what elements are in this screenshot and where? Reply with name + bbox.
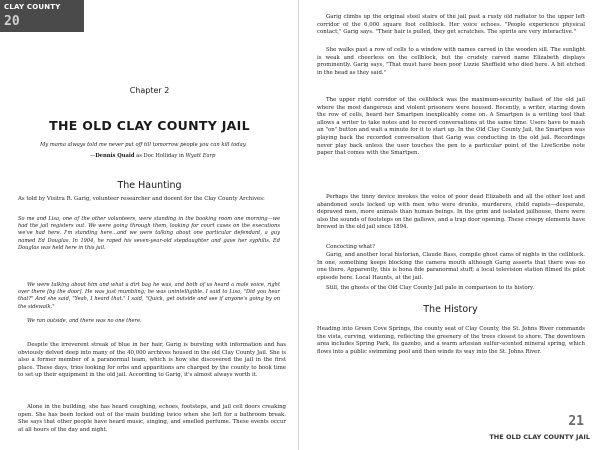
epigraph-attribution (90, 152, 280, 160)
body-paragraph: Despite the irreverent streak of blue in her hair, Garig is bursting with information and has obviously delved deep into many of the 40,000 archives housed in the old Clay County Jail. She is also a former member of a paranormal team, which is how she discovered the jail in the first place. These days, trios looking for orbs and apparitions are charged by the county to book time to set up their equipment in the old jail. According to Garig, it's almost always worth it. (18, 342, 286, 379)
epigraph-dash: — (90, 153, 96, 159)
page-number-right: 21 (568, 414, 584, 429)
body-paragraph: Still, the ghosts of the Old Clay County Jail pale in comparison to its history. (326, 285, 535, 291)
page-number-left: 20 (4, 14, 20, 29)
chapter-number: Chapter 2 (129, 86, 170, 95)
epigraph-film: Wyatt Earp (185, 153, 216, 159)
epigraph-role: as Doc Holliday in (134, 153, 186, 159)
chapter-title: THE OLD CLAY COUNTY JAIL (49, 118, 250, 133)
quote-paragraph: We were talking about him and what a dirt bag he was, and both of us heard a male voice, right over there [by the door]. He was just mumbling; he was unintelligible. I said to Lisa, "Did you hear that?" And she said, "Yeah, I heard that." I said, "Quick, get outside and see if anyone's going by on the sidewalk." (18, 282, 280, 310)
body-paragraph: Garig, and another local historian, Claude Bass, compile ghost cams of nights in the cellblock. In one, something keeps blocking the camera mouth although Garig asserts that there was no one there. Apparently, this is bona fide paranormal stuff; a local television station filmed its pilot episode here. Local Haunts, at the jail. (317, 252, 585, 281)
running-head (0, 0, 84, 32)
epigraph-name: Dennis Quaid (95, 153, 135, 159)
body-paragraph: Heading into Green Cove Springs, the county seat of Clay County, the St. Johns River commands the vista, curving, widening, reflecting the greenery of the trees closest to shore. The downtown area includes Spring Park, its gazebo, and a warm artesian sulfur-scented mineral spring, which flows into a public swimming pool and then winds its way into the St. Johns River. (317, 326, 585, 355)
intro-paragraph: As told by Visitra R. Garig, volunteer researcher and docent for the Clay County Archives: (18, 196, 265, 202)
section-heading-history: The History (423, 304, 478, 315)
right-page (301, 0, 600, 450)
running-head-label: CLAY COUNTY (4, 3, 61, 11)
running-foot-label: THE OLD CLAY COUNTY JAIL (489, 433, 590, 441)
body-paragraph: She walks past a row of cells to a window with names carved in the wooden sill. The sunlight is weak and cheerless on the cellblock, but the crudely carved name Elizabeth displays prominently. Garig says, "That must have been poor Lizzie Sheffield who died here. A bit etched in the head as they said." (317, 47, 585, 76)
body-paragraph: The upper right corridor of the cellblock was the maximum-security ballast of the old jail where the most dangerous and violent prisoners were housed. Recently, a writer, staring down the row of cells, heard her Smartpen inexplicably come on. A Smartpen is a writing tool that allows a writer to take notes and to record conversations at the same time. Users have to mash an "on" button and wait a minute for it to start up. In the Old Clay County Jail, the Smartpen was playing back the recorded conversation that Garig was conducting in the old jail. Recordings never play back unless the user touches the pen to a particular point of the LiveScribe note paper that comes with the Smartpen. (317, 97, 585, 157)
body-paragraph: Concocting what? (326, 244, 376, 250)
quote-paragraph: So me and Lisa, one of the other volunteers, were standing in the booking room one morning—we had the jail registers out. We were going through them, looking for court cases on the executions we've had here. I'm standing here...and we were talking about one particular defendant, a guy named Ed Douglas. In 1904, he raped his seven-year-old stepdaughter and gave her syphilis. Ed Douglas was held here in this jail. (18, 216, 280, 251)
quote-paragraph: We ran outside, and there was no one there. (27, 318, 142, 324)
body-paragraph: Perhaps the tinny device invokes the voice of poor dead Elizabeth and all the other lost and abandoned souls locked up with men who were drunks, murderers, child rapists—desperate, depraved men, more animals than human beings. In the grim and isolated jailhouse, there were also the sounds of footsteps on the gallows, and a trap door opening. These creepy elements have brewed in the old jail since 1894. (317, 194, 586, 231)
epigraph-quote: My mama always told me never put off till tomorrow people you can kill today. (40, 142, 247, 148)
section-heading-haunting: The Haunting (117, 180, 182, 191)
body-paragraph: Alone in the building, she has heard coughing, echoes, footsteps, and jail cell doors creaking open. She has been locked out of the main building twice when she left for a bathroom break. She says that other people have heard music, singing, and smelled perfume. These events occur at all hours of the day and night. (18, 404, 286, 433)
left-page (0, 0, 299, 450)
body-paragraph: Garig climbs up the original steel stairs of the jail past a rusty old radiator to the upper left corridor of the 6,000 square foot cellblock. Her voice echoes. "People experience physical contact," Garig says. "Their hair is pulled, they get scratches. The spirits are very interactive." (317, 14, 585, 36)
